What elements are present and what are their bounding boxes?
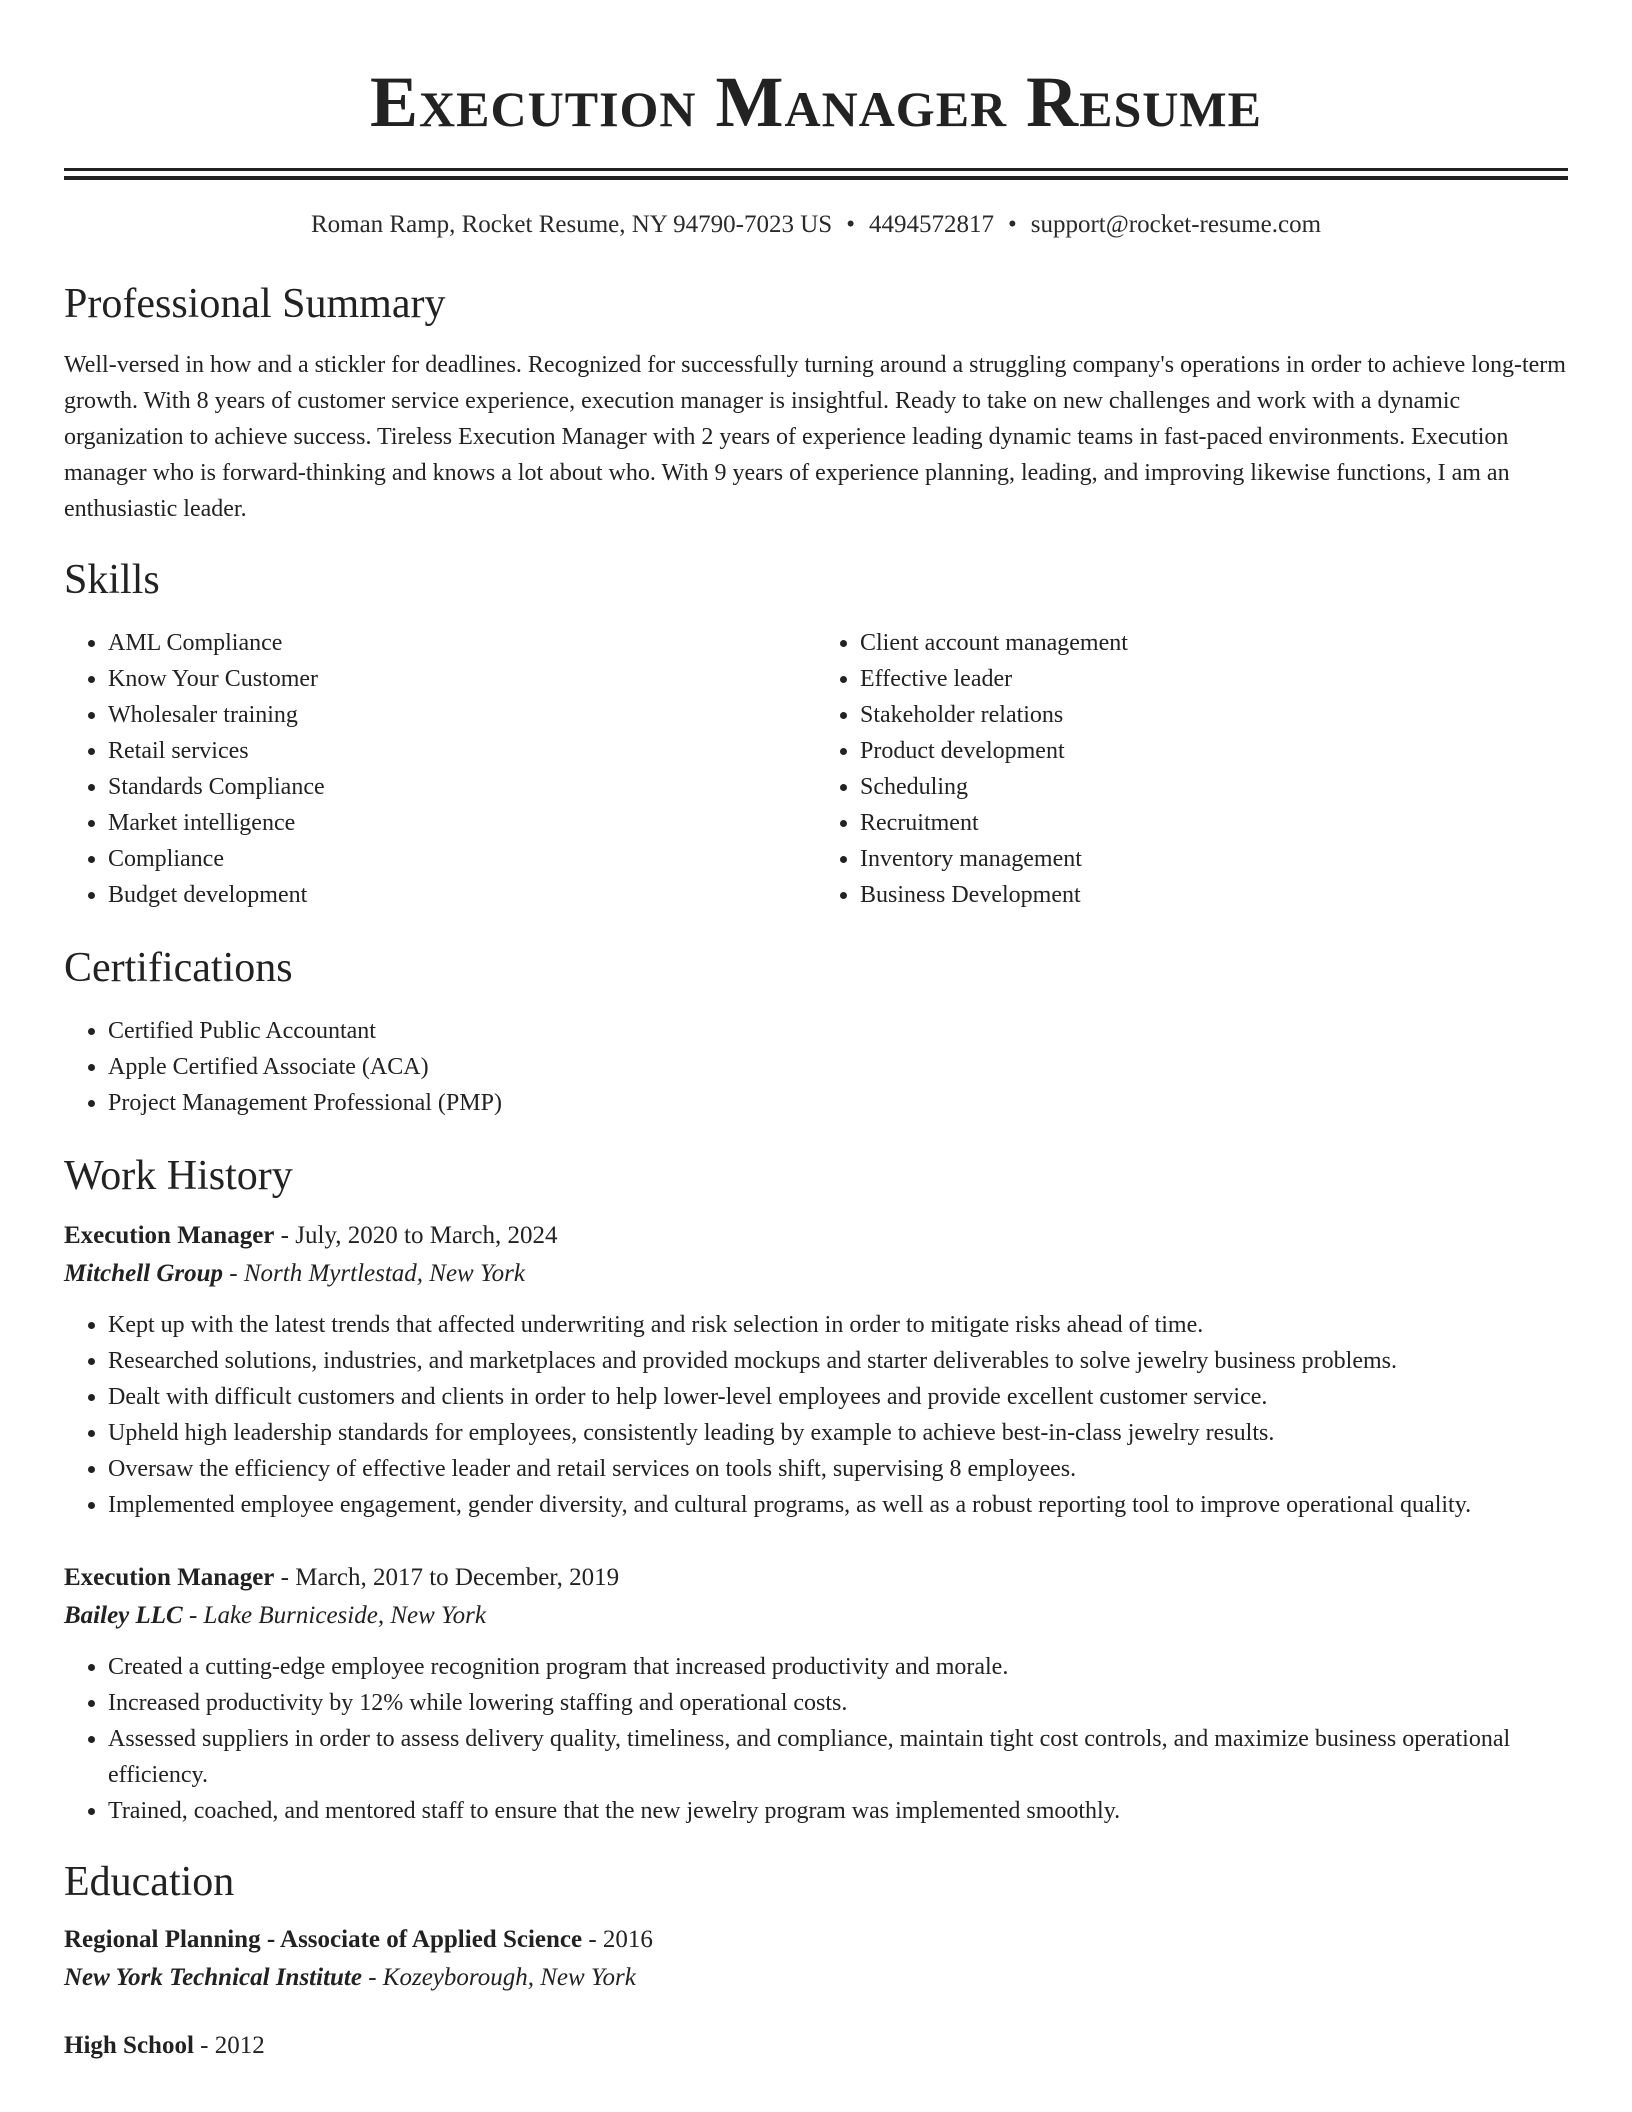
summary-text: Well-versed in how and a stickler for deadlines. Recognized for successfully turning around a struggling company's operations in order to achieve long-term growth. With 8 years of customer service experience, execution manager is insightful. Ready to take on new challenges and work with a dynamic organization to achieve success. Tireless Execution Manager with 2 years of experience leading dynamic teams in fast-paced environments. Execution manager who is forward-thinking and knows a lot about who. With 9 years of experience planning, leading, and improving likewise functions, I am an enthusiastic leader. [64, 352, 1566, 522]
job-location: - North Myrtlestad, New York [223, 1260, 525, 1287]
skill-item: • Stakeholder relations [860, 697, 1568, 733]
degree-name: Regional Planning - Associate of Applied Science [64, 1926, 583, 1953]
school-line [64, 1959, 1568, 1997]
degree-year: - 2016 [582, 1926, 653, 1953]
skills-section [64, 555, 1568, 913]
job-bullet: • Increased productivity by 12% while lowering staffing and operational costs. [108, 1685, 1568, 1721]
certifications-list [64, 1013, 1568, 1121]
school-location: - Kozeyborough, New York [361, 1964, 636, 1991]
contact-address: Roman Ramp, Rocket Resume, NY 94790-7023 US [310, 211, 833, 238]
job-title-line [64, 1559, 1568, 1597]
certifications-section [64, 943, 1568, 1121]
school-name: New York Technical Institute [64, 1964, 362, 1991]
job-title: Execution Manager [64, 1564, 275, 1591]
contact-separator: • [1007, 211, 1017, 238]
education-heading: Education [64, 1859, 235, 1905]
skill-item: • Business Development [860, 877, 1568, 913]
work-history-section [64, 1151, 1568, 1829]
skills-heading: Skills [64, 557, 160, 603]
skill-item: • Client account management [860, 625, 1568, 661]
summary-heading: Professional Summary [64, 281, 446, 327]
job-company-line [64, 1255, 1568, 1293]
certification-item: • Apple Certified Associate (ACA) [108, 1049, 1568, 1085]
contact-separator: • [846, 211, 855, 238]
contact-email: support@rocket-resume.com [1030, 211, 1322, 238]
degree-year: - 2012 [193, 2032, 265, 2059]
job-dates: - July, 2020 to March, 2024 [274, 1222, 558, 1249]
degree-name: High School [64, 2032, 194, 2059]
skill-item: • Product development [860, 733, 1568, 769]
skill-item: • Wholesaler training [108, 697, 816, 733]
education-entry [64, 1921, 1568, 1997]
job-bullet: • Trained, coached, and mentored staff to ensure that the new jewelry program was implemented smoothly. [108, 1793, 1568, 1829]
skill-item: • AML Compliance [108, 625, 816, 661]
work-history-heading: Work History [64, 1153, 293, 1199]
job-bullet: • Oversaw the efficiency of effective leader and retail services on tools shift, supervising 8 employees. [108, 1451, 1568, 1487]
job-company: Mitchell Group [64, 1260, 224, 1287]
job-bullets [64, 1649, 1568, 1829]
summary-section [64, 279, 1568, 527]
certification-item: • Certified Public Accountant [108, 1013, 1568, 1049]
certification-item: • Project Management Professional (PMP) [108, 1085, 1568, 1121]
skill-item: • Recruitment [860, 805, 1568, 841]
job-location: - Lake Burniceside, New York [182, 1602, 486, 1629]
skills-columns [64, 625, 1568, 913]
skill-item: • Budget development [108, 877, 816, 913]
skill-item: • Compliance [108, 841, 816, 877]
certifications-heading: Certifications [64, 945, 293, 991]
skill-item: • Standards Compliance [108, 769, 816, 805]
job-bullet: • Researched solutions, industries, and marketplaces and provided mockups and starter deliverables to solve jewelry business problems. [108, 1343, 1568, 1379]
skill-item: • Inventory management [860, 841, 1568, 877]
job-entry [64, 1217, 1568, 1523]
degree-line [64, 1921, 1568, 1959]
contact-phone: 4494572817 [868, 211, 994, 238]
job-company-line [64, 1597, 1568, 1635]
job-company: Bailey LLC [64, 1602, 183, 1629]
job-bullet: • Assessed suppliers in order to assess delivery quality, timeliness, and compliance, maintain tight cost controls, and maximize business operational efficiency. [108, 1721, 1568, 1793]
education-entry [64, 2027, 1568, 2065]
job-title-line [64, 1217, 1568, 1255]
job-title: Execution Manager [64, 1222, 275, 1249]
job-bullet: • Kept up with the latest trends that affected underwriting and risk selection in order to mitigate risks ahead of time. [108, 1307, 1568, 1343]
skill-item: • Retail services [108, 733, 816, 769]
page-title: Execution Manager Resume [370, 62, 1262, 142]
skills-list-left [64, 625, 816, 913]
skill-item: • Scheduling [860, 769, 1568, 805]
skill-item: • Market intelligence [108, 805, 816, 841]
contact-line [64, 209, 1568, 241]
job-bullets [64, 1307, 1568, 1523]
skill-item: • Know Your Customer [108, 661, 816, 697]
job-bullet: • Implemented employee engagement, gender diversity, and cultural programs, as well as a robust reporting tool to improve operational quality. [108, 1487, 1568, 1523]
job-bullet: • Created a cutting-edge employee recognition program that increased productivity and morale. [108, 1649, 1568, 1685]
degree-line [64, 2027, 1568, 2065]
job-dates: - March, 2017 to December, 2019 [274, 1564, 620, 1591]
education-section [64, 1857, 1568, 2065]
skill-item: • Effective leader [860, 661, 1568, 697]
skills-list-right [816, 625, 1568, 913]
job-bullet: • Upheld high leadership standards for employees, consistently leading by example to achieve best-in-class jewelry results. [108, 1415, 1568, 1451]
job-bullet: • Dealt with difficult customers and clients in order to help lower-level employees and provide excellent customer service. [108, 1379, 1568, 1415]
title-divider [64, 168, 1568, 171]
job-entry [64, 1559, 1568, 1829]
